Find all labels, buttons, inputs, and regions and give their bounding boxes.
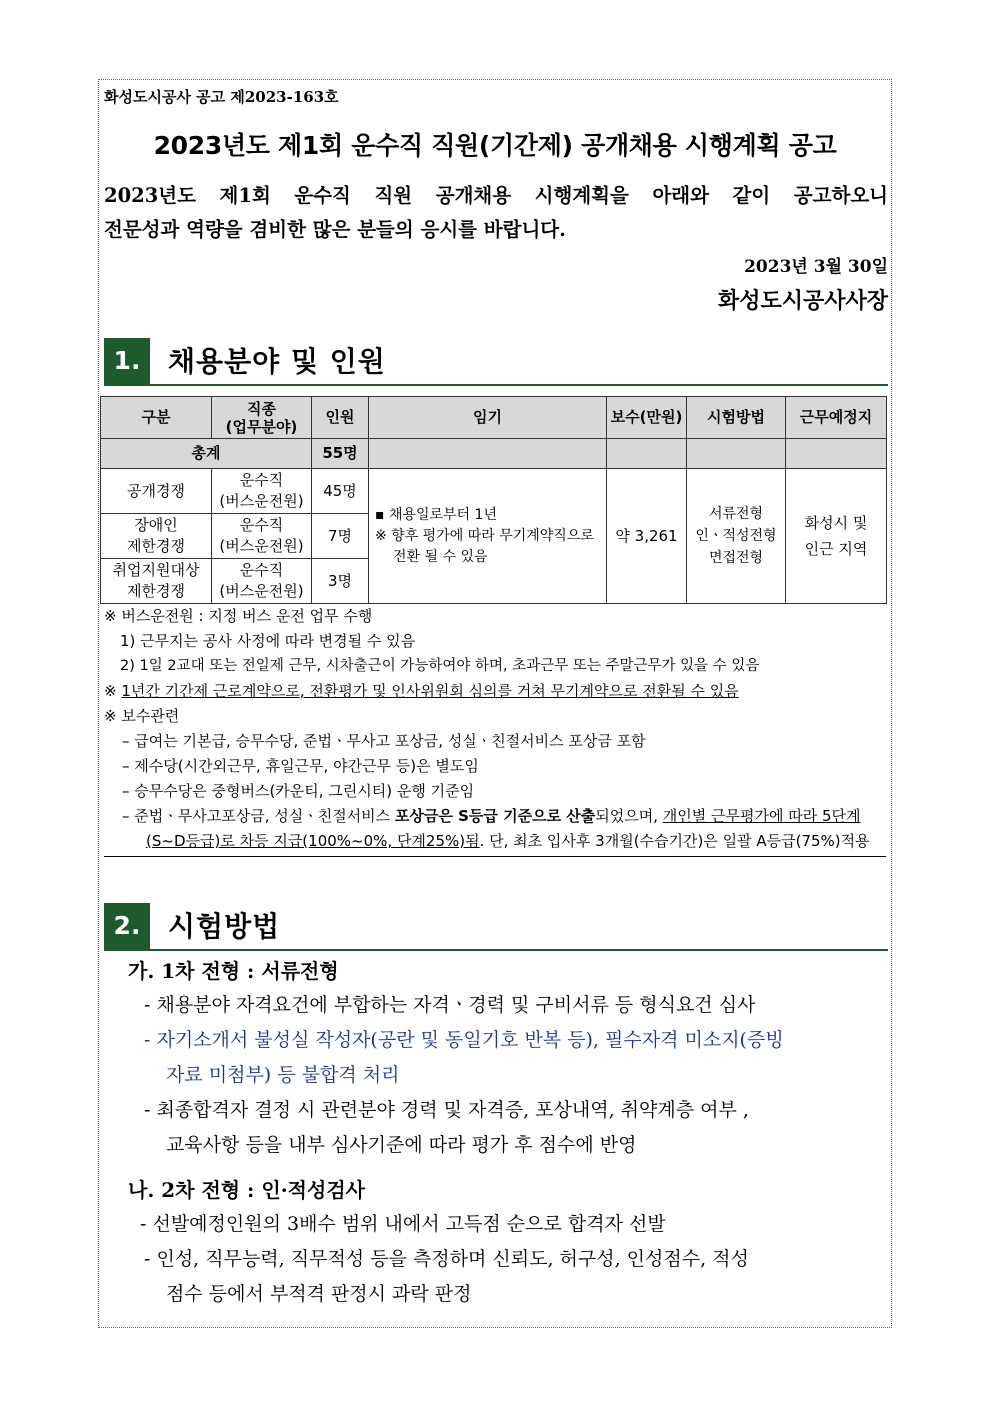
table-row bbox=[101, 469, 887, 514]
header-job-line1: 직종 bbox=[247, 399, 276, 418]
location-line2: 인근 지역 bbox=[804, 540, 868, 558]
note-pay-1: – 급여는 기본급, 승무수당, 준법ㆍ무사고 포상금, 성실ㆍ친절서비스 포상금 포함 bbox=[122, 732, 646, 750]
note-pay-4-e: . 단, 최초 입사후 3개월(수습기간)은 일괄 A등급(75%)적용 bbox=[479, 832, 870, 850]
notice-number: 화성도시공사 공고 제2023-163호 bbox=[104, 88, 339, 106]
note-pay-4-dash: – bbox=[122, 807, 130, 825]
total-row bbox=[101, 439, 887, 469]
exam-line2: 인ㆍ적성전형 bbox=[695, 528, 777, 544]
section-2-heading bbox=[104, 903, 888, 951]
issuer: 화성도시공사사장 bbox=[717, 288, 888, 314]
header-job-line2: (업무분야) bbox=[225, 417, 298, 436]
header-location: 근무예정지 bbox=[786, 397, 887, 439]
note-pay-4-d: 개인별 근무평가에 따라 5단계(S~D등급)로 차등 지급(100%~0%, 단계25%)됨 bbox=[146, 807, 861, 850]
row-job-line2: (버스운전원) bbox=[219, 492, 304, 510]
row-count: 7명 bbox=[312, 514, 369, 559]
note-contract-text: 1년간 기간제 근로계약으로, 전환평가 및 인사위원회 심의를 거쳐 무기계약으로 전환될 수 있음 bbox=[121, 682, 739, 700]
section-2-title: 시험방법 bbox=[168, 910, 281, 943]
location-line1: 화성시 및 bbox=[804, 514, 868, 532]
row-job-line1: 운수직 bbox=[239, 516, 284, 534]
aptitude-item-1: - 선발예정인원의 3배수 범위 내에서 고득점 순으로 합격자 선발 bbox=[140, 1213, 666, 1235]
aptitude-item-2-cont: 점수 등에서 부적격 판정시 과락 판정 bbox=[166, 1283, 472, 1305]
term-line1: ▪ 채용일로부터 1년 bbox=[375, 506, 497, 523]
notes-block bbox=[104, 604, 886, 857]
section-2-body bbox=[104, 954, 888, 1312]
header-headcount: 인원 bbox=[312, 397, 369, 439]
row-job bbox=[212, 559, 312, 604]
note-pay-4 bbox=[104, 804, 886, 854]
note-pay-4-a: 준법ㆍ무사고포상금, 성실ㆍ친절서비스 bbox=[134, 807, 395, 825]
row-job-line1: 운수직 bbox=[239, 471, 284, 489]
row-count: 3명 bbox=[312, 559, 369, 604]
total-label: 총계 bbox=[101, 439, 312, 469]
header-pay: 보수(만원) bbox=[607, 397, 687, 439]
row-count: 45명 bbox=[312, 469, 369, 514]
row-job bbox=[212, 469, 312, 514]
row-job bbox=[212, 514, 312, 559]
recruitment-table bbox=[100, 396, 887, 604]
row-category-line1: 취업지원대상 bbox=[112, 561, 200, 579]
notice-date: 2023년 3월 30일 bbox=[744, 257, 888, 277]
screening-item-1: - 채용분야 자격요건에 부합하는 자격ㆍ경력 및 구비서류 등 형식요건 심사 bbox=[144, 994, 756, 1016]
section-1-title: 채용분야 및 인원 bbox=[168, 345, 386, 378]
exam-line3: 면접전형 bbox=[708, 550, 764, 566]
term-cell bbox=[369, 469, 607, 604]
row-job-line2: (버스운전원) bbox=[219, 582, 304, 600]
header-term: 임기 bbox=[369, 397, 607, 439]
header-job bbox=[212, 397, 312, 439]
row-category-line2: 제한경쟁 bbox=[127, 537, 185, 555]
note-pay-4-c: 되었으며, bbox=[595, 807, 663, 825]
note-pay-2: – 제수당(시간외근무, 휴일근무, 야간근무 등)은 별도임 bbox=[122, 757, 479, 775]
note-pay-heading: ※ 보수관련 bbox=[104, 707, 180, 725]
sub-heading-aptitude-test: 나. 2차 전형 : 인·적성검사 bbox=[128, 1178, 365, 1202]
section-2-number: 2. bbox=[104, 903, 150, 949]
note-location: 1) 근무지는 공사 사정에 따라 변경될 수 있음 bbox=[120, 632, 416, 650]
row-job-line2: (버스운전원) bbox=[219, 537, 304, 555]
sub-heading-document-screening: 가. 1차 전형 : 서류전형 bbox=[128, 959, 339, 983]
document-title: 2023년도 제1회 운수직 직원(기간제) 공개채용 시행계획 공고 bbox=[153, 131, 837, 160]
note-pay-4-b: 포상금은 S등급 기준으로 산출 bbox=[394, 807, 596, 825]
location-cell bbox=[786, 469, 887, 604]
table-header-row bbox=[101, 397, 887, 439]
total-count: 55명 bbox=[312, 439, 369, 469]
term-line3: 전환 될 수 있음 bbox=[393, 548, 488, 565]
intro-line-1: 2023년도 제1회 운수직 직원 공개채용 시행계획을 아래와 같이 공고하오니 bbox=[104, 184, 888, 207]
row-job-line1: 운수직 bbox=[239, 561, 284, 579]
row-category bbox=[101, 559, 212, 604]
exam-cell bbox=[687, 469, 786, 604]
row-category bbox=[101, 514, 212, 559]
note-contract bbox=[104, 679, 886, 704]
screening-item-2: - 자기소개서 불성실 작성자(공란 및 동일기호 반복 등), 필수자격 미소지(증빙 bbox=[144, 1029, 784, 1051]
header-exam: 시험방법 bbox=[687, 397, 786, 439]
term-line2: ※ 향후 평가에 따라 무기계약직으로 bbox=[375, 527, 594, 544]
row-category: 공개경쟁 bbox=[101, 469, 212, 514]
section-1-number: 1. bbox=[104, 338, 150, 384]
note-bus-driver: ※ 버스운전원 : 지정 버스 운전 업무 수행 bbox=[104, 607, 373, 625]
note-pay-3: – 승무수당은 중형버스(카운티, 그린시티) 운행 기준임 bbox=[122, 782, 475, 800]
note-contract-mark: ※ bbox=[104, 682, 117, 700]
screening-item-3-cont: 교육사항 등을 내부 심사기준에 따라 평가 후 점수에 반영 bbox=[166, 1134, 637, 1156]
exam-line1: 서류전형 bbox=[708, 506, 764, 522]
screening-item-3: - 최종합격자 결정 시 관련분야 경력 및 자격증, 포상내역, 취약계층 여부 , bbox=[144, 1099, 749, 1121]
screening-item-2-cont: 자료 미첨부) 등 불합격 처리 bbox=[166, 1064, 400, 1086]
intro-line-2: 전문성과 역량을 겸비한 많은 분들의 응시를 바랍니다. bbox=[104, 218, 566, 241]
section-1-heading bbox=[104, 338, 888, 386]
row-category-line2: 제한경쟁 bbox=[127, 582, 185, 600]
row-category-line1: 장애인 bbox=[134, 516, 178, 534]
header-category: 구분 bbox=[101, 397, 212, 439]
aptitude-item-2: - 인성, 직무능력, 직무적성 등을 측정하며 신뢰도, 허구성, 인성점수, 적성 bbox=[144, 1248, 749, 1270]
pay-cell: 약 3,261 bbox=[607, 469, 687, 604]
note-shift: 2) 1일 2교대 또는 전일제 근무, 시차출근이 가능하여야 하며, 초과근무 또는 주말근무가 있을 수 있음 bbox=[120, 658, 760, 674]
